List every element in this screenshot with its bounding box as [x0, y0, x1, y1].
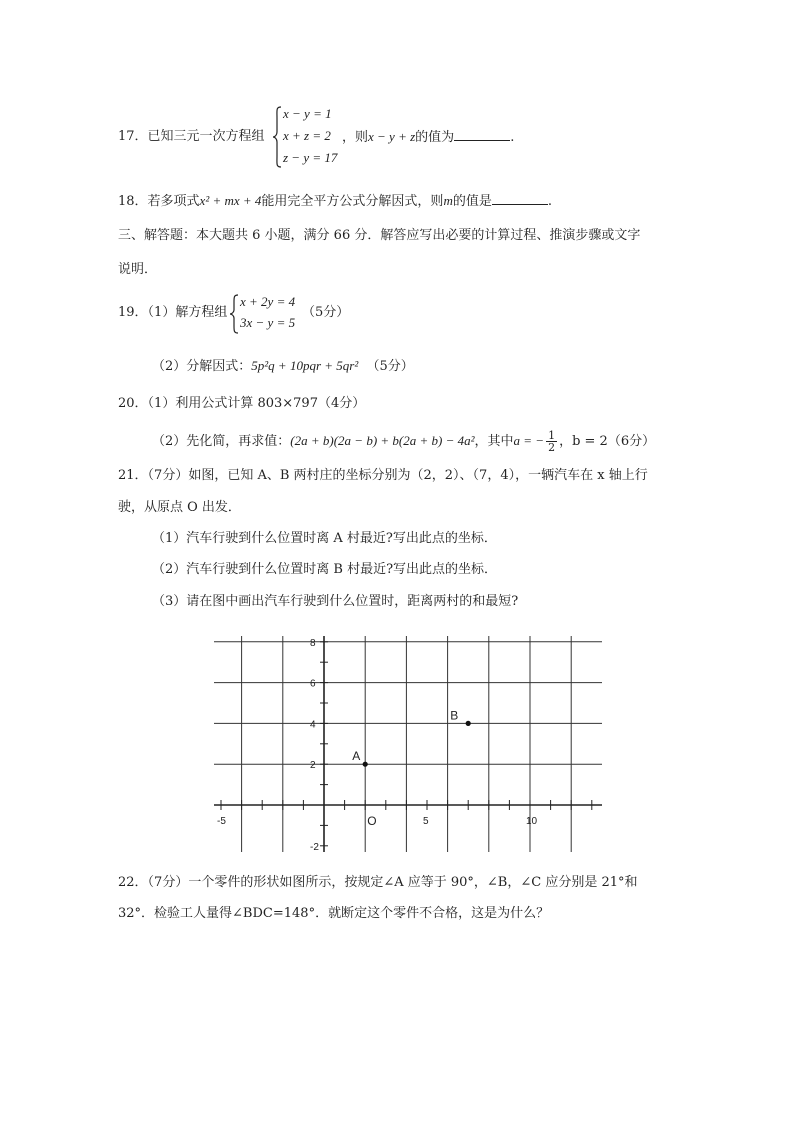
y-tick-label: 4 [310, 719, 316, 731]
section-3-line1: 三、解答题：本大题共 6 小题，满分 66 分．解答应写出必要的计算过程、推演步骤或文字 [118, 228, 641, 243]
q17-system-brace [272, 106, 282, 172]
q22-line1: 22．（7分）一个零件的形状如图所示，按规定∠A 应等于 90°，∠B，∠C 应分别是 21°和 [118, 875, 638, 890]
question-18 [118, 192, 552, 211]
q20-a-value: a = − [513, 433, 545, 448]
q17-end: . [510, 130, 515, 145]
q17-expr: x − y + z [368, 129, 416, 144]
q20-part2-prefix: （2）先化简，再求值： [152, 434, 291, 449]
q20-part2-expr: (2a + b)(2a − b) + b(2a + b) − 4a² [290, 433, 475, 448]
q19-part2-expr: 5p²q + 10pqr + 5qr² [251, 358, 359, 373]
point-a [363, 762, 368, 767]
q18-expr: x² + mx + 4 [199, 193, 262, 208]
q20-part2-mid: ，其中 [474, 434, 514, 449]
q19-system-brace [229, 294, 239, 338]
x-tick-label: 5 [423, 816, 429, 827]
axes [214, 636, 602, 852]
y-tick-label: 8 [310, 637, 316, 649]
q18-var: m [443, 193, 453, 208]
q17-eq2: x + z = 2 [283, 128, 331, 143]
q20-b-value: ，b = 2（6分） [559, 434, 656, 449]
point-b [466, 721, 471, 726]
q19-score: （5分） [302, 305, 350, 320]
section-3-line2: 说明． [118, 262, 158, 277]
q19-eq1: x + 2y = 4 [240, 294, 296, 309]
point-b-label: B [450, 708, 459, 723]
q20-fraction [546, 430, 557, 453]
q19-prefix: 19．（1）解方程组 [118, 305, 228, 320]
x-tick-label: 10 [526, 816, 538, 827]
q17-prefix: 17．已知三元一次方程组 [118, 129, 265, 144]
q17-suffix: 的值为 [415, 130, 455, 145]
q21-sub2: （2）汽车行驶到什么位置时离 B 村最近?写出此点的坐标． [152, 562, 498, 577]
q22-line2: 32°．检验工人量得∠BDC=148°．就断定这个零件不合格，这是为什么？ [118, 906, 550, 921]
q21-sub3: （3）请在图中画出汽车行驶到什么位置时，距离两村的和最短? [152, 594, 519, 609]
q19-part2-prefix: （2）分解因式： [152, 359, 252, 374]
q17-mid: ，则 [342, 130, 369, 145]
q17-eq1: x − y = 1 [283, 106, 332, 121]
tick-labels [217, 638, 538, 853]
q17-answer-blank[interactable] [454, 128, 510, 141]
q18-prefix: 18．若多项式 [118, 194, 200, 209]
grid-lines [214, 636, 602, 852]
q21-sub1: （1）汽车行驶到什么位置时离 A 村最近?写出此点的坐标． [152, 531, 497, 546]
point-a-label: A [352, 749, 361, 764]
q21-line1: 21．（7分）如图，已知 A、B 两村庄的坐标分别为（2，2）、（7，4），一辆汽车在 x 轴上行 [118, 468, 648, 483]
x-tick-label: -5 [217, 816, 226, 827]
y-tick-label: -2 [310, 841, 319, 853]
q17-eq3: z − y = 17 [283, 150, 338, 165]
y-tick-label: 2 [310, 760, 316, 772]
q21-line2: 驶，从原点 O 出发． [118, 500, 241, 515]
q18-end: . [547, 194, 552, 209]
q18-suffix: 的值是 [452, 194, 492, 209]
points [352, 708, 471, 766]
q20-part1: 20．（1）利用公式计算 803×797（4分） [118, 396, 366, 411]
q18-answer-blank[interactable] [492, 192, 548, 205]
q20-frac-num: 1 [548, 429, 556, 442]
q19-part2-score: （5分） [366, 359, 414, 374]
q20-frac-den: 2 [548, 441, 556, 454]
y-tick-label: 6 [310, 678, 316, 690]
coordinate-figure [210, 630, 610, 860]
q18-mid: 能用完全平方公式分解因式，则 [261, 194, 444, 209]
origin-label: O [367, 814, 377, 828]
q19-eq2: 3x − y = 5 [240, 315, 296, 330]
